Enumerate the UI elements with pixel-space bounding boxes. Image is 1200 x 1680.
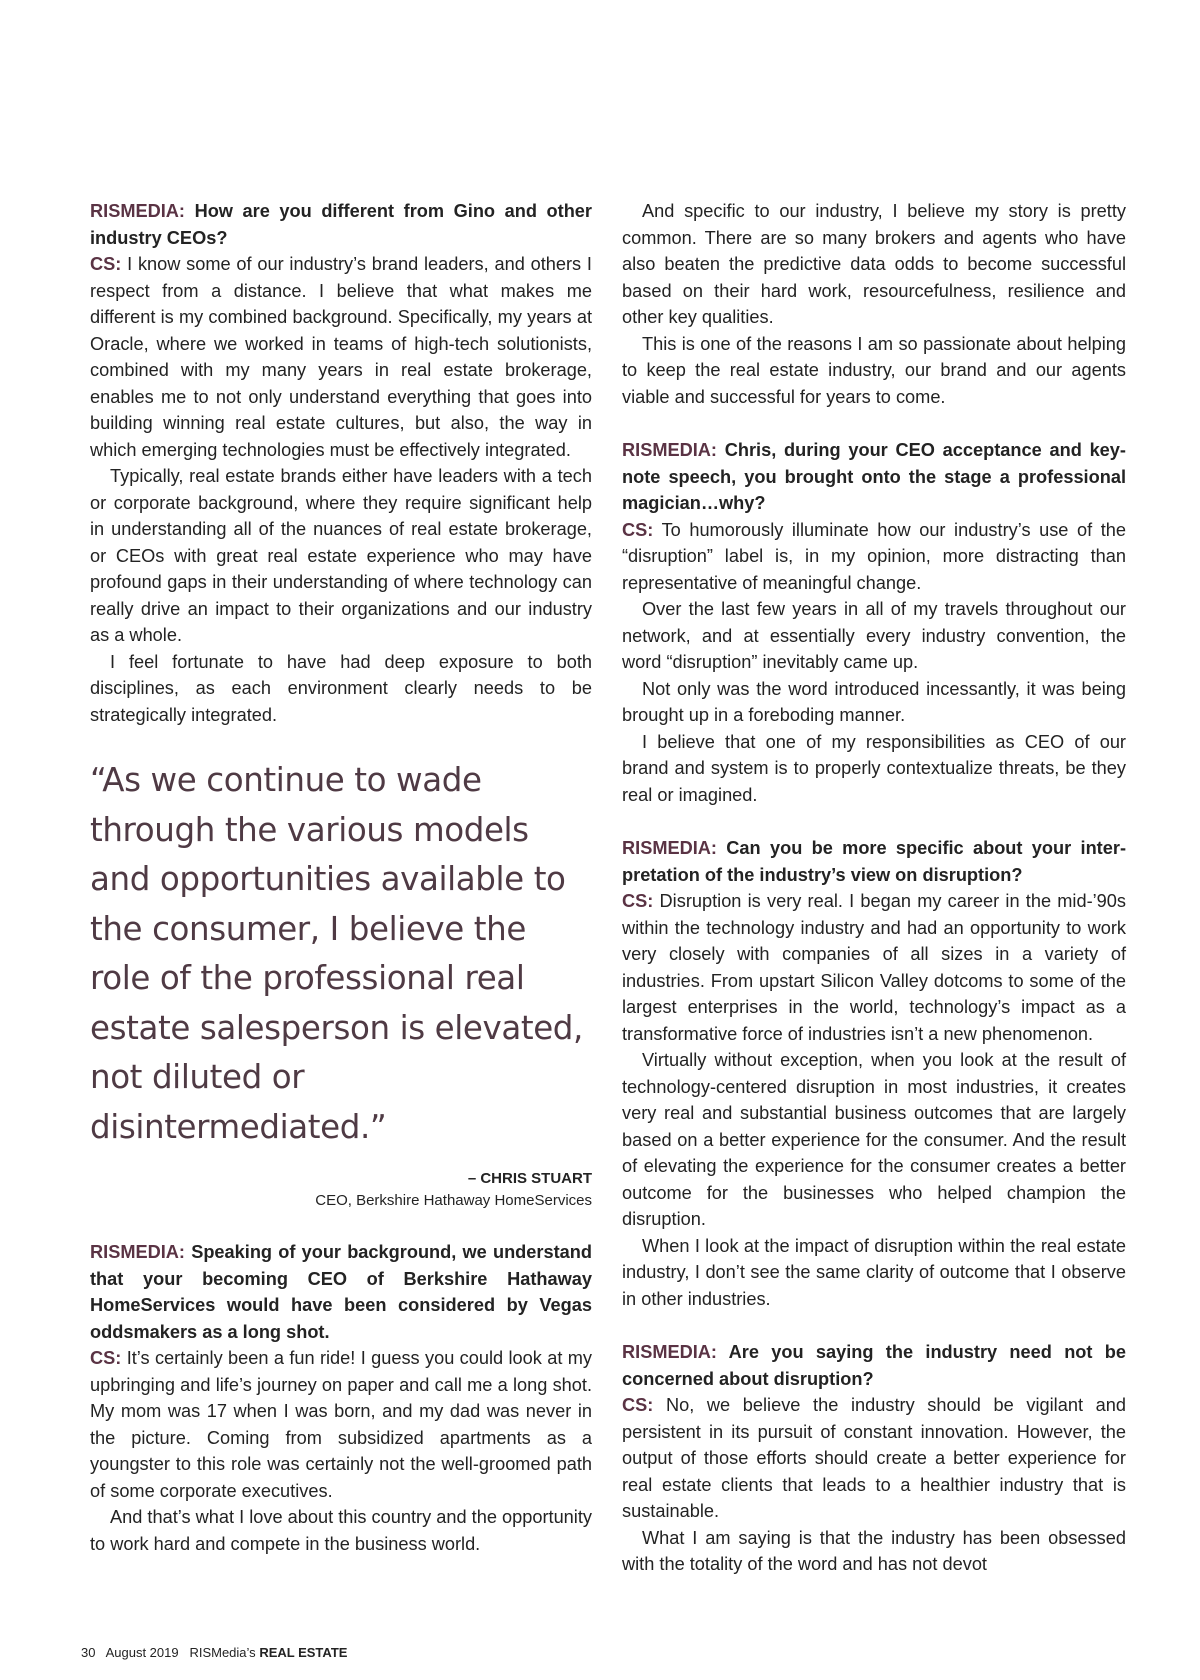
answer-2: CS: It’s certainly been a fun ride! I guess you could look at my upbringing and life’s journey on paper and call me a long shot. My mom was 17 when I was born, and my dad was never in the picture. Coming from subsidized apartments as a youngster to this role was certainly not the well-groomed path of some corporate executives. bbox=[90, 1348, 592, 1501]
paragraph: Typically, real estate brands either have leaders with a tech or corporate background, where they require significant help in understanding all of the nuances of real estate brokerage, or CEOs with great real estate experience who may have profound gaps in their understanding of where technology can really drive an impact to their organizations and our industry as a whole. bbox=[90, 466, 592, 645]
answer-3: CS: To humorously illuminate how our industry’s use of the “disruption” label is, in my opinion, more distracting than representative of meaningful change. bbox=[622, 519, 1126, 593]
question-5: RISMEDIA: Are you saying the industry need not be concerned about disruption? bbox=[622, 1342, 1126, 1389]
paragraph: I believe that one of my responsibilities as CEO of our brand and system is to properly contextualize threats, be they real or imagined. bbox=[622, 731, 1126, 805]
magazine-name: REAL ESTATE bbox=[259, 1645, 348, 1660]
left-column bbox=[90, 198, 592, 1557]
question-1: RISMEDIA: How are you different from Gino and other industry CEOs? bbox=[90, 201, 592, 248]
paragraph: And specific to our industry, I believe my story is pretty common. There are so many brokers and agents who have also beaten the predictive data odds to become successful based on their hard work, resourcefulness, resilience and other key qualities. bbox=[622, 201, 1126, 327]
paragraph: Over the last few years in all of my travels throughout our network, and at essentially every industry convention, the word “disruption” inevitably came up. bbox=[622, 599, 1126, 672]
attribution-name: – CHRIS STUART bbox=[467, 1170, 592, 1187]
paragraph: Not only was the word introduced incessantly, it was being brought up in a foreboding manner. bbox=[622, 678, 1126, 725]
attribution-title: CEO, Berkshire Hathaway HomeServices bbox=[315, 1192, 592, 1209]
paragraph: Virtually without exception, when you look at the result of technology-centered disruption in most industries, it creates very real and substantial business outcomes that are largely based on a better experience for the consumer. And the result of elevating the experience for the consumer creates a better outcome for the businesses who helped champion the disruption. bbox=[622, 1050, 1126, 1229]
page-number: 30 bbox=[81, 1645, 96, 1660]
right-column bbox=[622, 198, 1126, 1578]
paragraph: This is one of the reasons I am so passionate about helping to keep the real estate industry, our brand and our agents viable and successful for years to come. bbox=[622, 333, 1126, 407]
pull-quote: “As we continue to wade through the various models and opportunities available to the consumer, I believe the role of the professional real estate salesperson is elevated, not diluted or disintermediated.” bbox=[90, 761, 583, 1146]
answer-5: CS: No, we believe the industry should be vigilant and persistent in its pursuit of constant innovation. However, the output of those efforts should create a better experience for real estate clients that leads to a healthier industry that is sustainable. bbox=[622, 1395, 1126, 1521]
issue-date: August 2019 bbox=[105, 1645, 179, 1660]
page-footer bbox=[81, 1645, 347, 1660]
question-3: RISMEDIA: Chris, during your CEO acceptance and keynote speech, you brought onto the stage a professional magician…why? bbox=[622, 440, 1126, 513]
publication-brand: RISMedia’s bbox=[189, 1645, 256, 1660]
answer-4: CS: Disruption is very real. I began my career in the mid-’90s within the technology industry and had an opportunity to work very closely with companies of all sizes in a variety of industries. From upstart Silicon Valley dotcoms to some of the largest enterprises in the world, technology’s impact as a transformative force of industries isn’t a new phenomenon. bbox=[622, 891, 1126, 1044]
question-4: RISMEDIA: Can you be more specific about your interpretation of the industry’s view on disruption? bbox=[622, 838, 1126, 885]
question-2: RISMEDIA: Speaking of your background, we understand that your becoming CEO of Berkshire Hathaway HomeServices would have been considered by Vegas oddsmakers as a long shot. bbox=[90, 1242, 592, 1342]
paragraph: I feel fortunate to have had deep exposure to both disciplines, as each environment clearly needs to be strategically integrated. bbox=[90, 651, 592, 725]
paragraph: And that’s what I love about this country and the opportunity to work hard and compete in the business world. bbox=[90, 1507, 592, 1554]
paragraph: When I look at the impact of disruption within the real estate industry, I don’t see the same clarity of outcome that I observe in other industries. bbox=[622, 1235, 1126, 1309]
paragraph: What I am saying is that the industry has been obsessed with the totality of the word and has not devot bbox=[622, 1527, 1126, 1574]
quote-attribution bbox=[90, 1168, 592, 1212]
answer-1: CS: I know some of our industry’s brand leaders, and others I respect from a distance. I believe that what makes me different is my combined background. Specifically, my years at Oracle, where we worked in teams of high-tech solutionists, combined with my many years in real estate brokerage, enables me to not only understand everything that goes into building winning real estate cultures, but also, the way in which emerging technologies must be effectively integrated. bbox=[90, 254, 592, 460]
